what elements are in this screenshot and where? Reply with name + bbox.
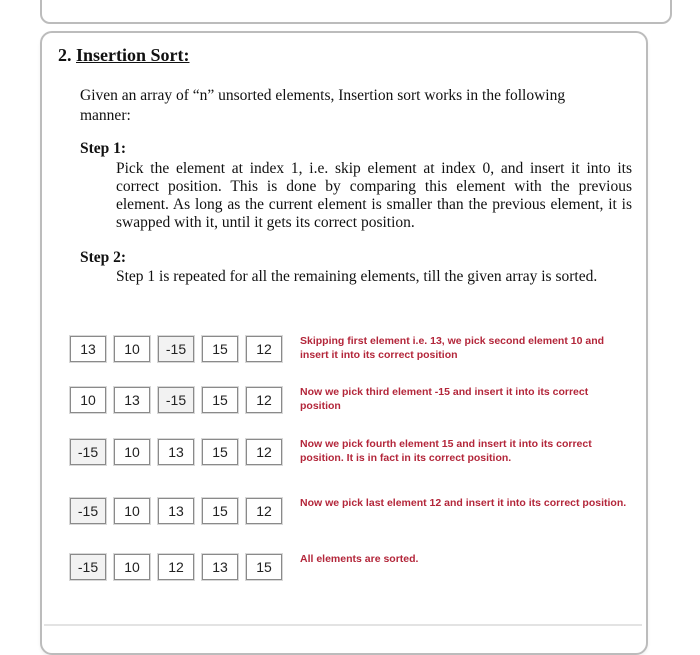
array-row-2	[70, 387, 630, 415]
array-cell: 15	[246, 554, 282, 580]
array-cell: 15	[202, 387, 238, 413]
array-cell: -15	[70, 498, 106, 524]
array-cell: 13	[70, 336, 106, 362]
step-note: Now we pick fourth element 15 and insert it into its correct position. It is in fact in its correct position.	[300, 438, 592, 464]
step-1-text: Pick the element at index 1, i.e. skip element at index 0, and insert it into its correct position. This is done by comparing this element with the previous element. As long as the current element is smaller than the previous element, it is swapped with it, until it gets its correct position.	[116, 160, 632, 231]
array-cells	[70, 554, 290, 580]
array-cell: 15	[202, 336, 238, 362]
previous-card	[40, 0, 672, 24]
array-row-4	[70, 498, 630, 526]
array-cell: 13	[158, 498, 194, 524]
step-note: Now we pick third element -15 and insert it into its correct position	[300, 386, 589, 412]
step-note: Now we pick last element 12 and insert it into its correct position.	[300, 497, 627, 509]
section-heading	[58, 45, 190, 66]
array-row-5	[70, 554, 630, 582]
array-cells	[70, 336, 290, 362]
step-2-label: Step 2:	[80, 249, 127, 266]
array-row-3	[70, 439, 630, 467]
step-note: All elements are sorted.	[300, 553, 419, 565]
array-cell: -15	[158, 336, 194, 362]
step-2-text: Step 1 is repeated for all the remaining elements, till the given array is sorted.	[116, 268, 598, 285]
array-cell: 12	[158, 554, 194, 580]
intro-paragraph: Given an array of “n” unsorted elements, Insertion sort works in the following manner:	[80, 87, 566, 124]
array-cell: 10	[114, 498, 150, 524]
array-cell: 12	[246, 336, 282, 362]
array-cell: -15	[70, 439, 106, 465]
array-cell: 15	[202, 439, 238, 465]
section-title: Insertion Sort:	[76, 45, 190, 65]
array-cell: 13	[158, 439, 194, 465]
insertion-sort-card	[40, 31, 648, 655]
array-cell: 13	[114, 387, 150, 413]
bottom-divider	[44, 624, 642, 626]
array-cell: 12	[246, 387, 282, 413]
array-cell: 13	[202, 554, 238, 580]
array-cell: 12	[246, 498, 282, 524]
array-cell: 10	[114, 554, 150, 580]
step-1-label: Step 1:	[80, 140, 127, 157]
step-note: Skipping first element i.e. 13, we pick second element 10 and insert it into its correct position	[300, 335, 605, 361]
array-cell: -15	[158, 387, 194, 413]
array-cell: 12	[246, 439, 282, 465]
array-cells	[70, 387, 290, 413]
array-cell: 10	[114, 336, 150, 362]
array-cell: 10	[70, 387, 106, 413]
section-number: 2.	[58, 45, 72, 65]
array-cells	[70, 439, 290, 465]
array-cell: 15	[202, 498, 238, 524]
array-row-1	[70, 336, 630, 364]
array-cell: -15	[70, 554, 106, 580]
array-cell: 10	[114, 439, 150, 465]
array-cells	[70, 498, 290, 524]
